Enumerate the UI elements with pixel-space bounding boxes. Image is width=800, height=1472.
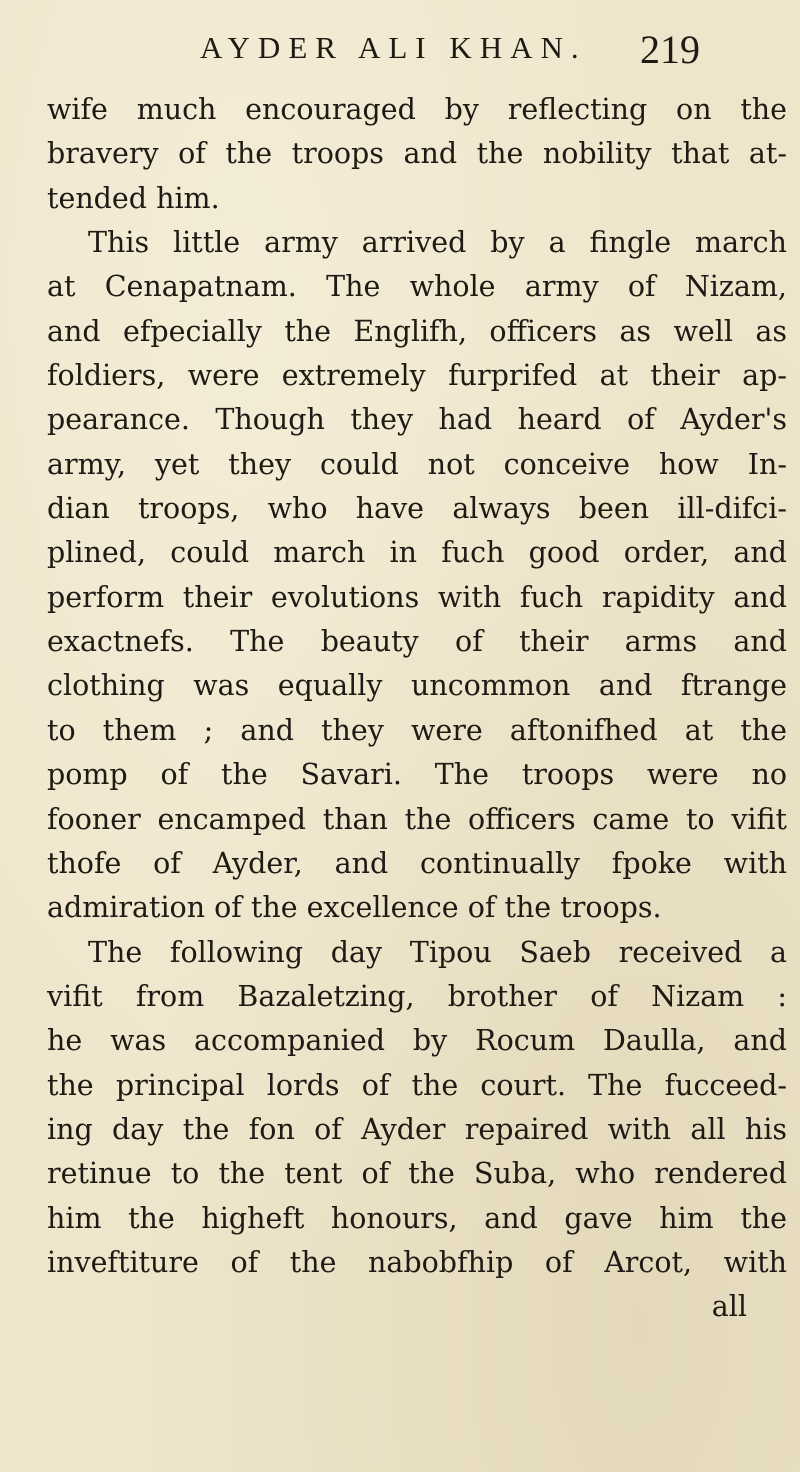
text-line: plined, could march in fuch good order, and: [47, 536, 787, 570]
text-line: he was accompanied by Rocum Daulla, and: [47, 1024, 787, 1058]
text-line: to them ; and they were aftonifhed at the: [47, 713, 787, 747]
text-line: retinue to the tent of the Suba, who rendered: [47, 1157, 787, 1191]
text-line: pearance. Though they had heard of Ayder's: [47, 403, 787, 437]
text-line: fooner encamped than the officers came to vifit: [47, 802, 787, 836]
text-line: and efpecially the Englifh, officers as well as: [47, 314, 787, 348]
catchword: all: [711, 1290, 747, 1324]
text-line: This little army arrived by a fingle march: [88, 226, 787, 260]
text-line: The following day Tipou Saeb received a: [88, 935, 787, 969]
text-line: bravery of the troops and the nobility that at-: [47, 137, 787, 171]
page-number: 219: [640, 27, 700, 72]
text-line: army, yet they could not conceive how In-: [47, 447, 787, 481]
text-line: wife much encouraged by reflecting on the: [47, 93, 787, 126]
text-line: foldiers, were extremely furprifed at their ap-: [47, 359, 787, 393]
text-line: at Cenapatnam. The whole army of Nizam,: [47, 270, 787, 304]
text-line: dian troops, who have always been ill-difci-: [47, 492, 787, 526]
running-head: [200, 20, 700, 72]
text-line: tended him.: [47, 181, 220, 215]
text-line: perform their evolutions with fuch rapidity and: [47, 580, 787, 614]
text-line: him the higheft honours, and gave him the: [47, 1201, 787, 1235]
text-line: thofe of Ayder, and continually fpoke with: [47, 846, 787, 880]
text-line: vifit from Bazaletzing, brother of Nizam :: [47, 979, 787, 1013]
body-text: [47, 88, 787, 1330]
running-title: AYDER ALI KHAN.: [200, 30, 587, 65]
text-line: the principal lords of the court. The fucceed-: [47, 1068, 787, 1102]
text-line: inveftiture of the nabobfhip of Arcot, with: [47, 1245, 787, 1279]
text-line: exactnefs. The beauty of their arms and: [47, 625, 787, 659]
text-line: clothing was equally uncommon and ftrange: [47, 669, 787, 703]
text-line: pomp of the Savari. The troops were no: [47, 758, 787, 792]
text-line: admiration of the excellence of the troops.: [47, 891, 662, 925]
text-line: ing day the fon of Ayder repaired with all his: [47, 1112, 787, 1146]
